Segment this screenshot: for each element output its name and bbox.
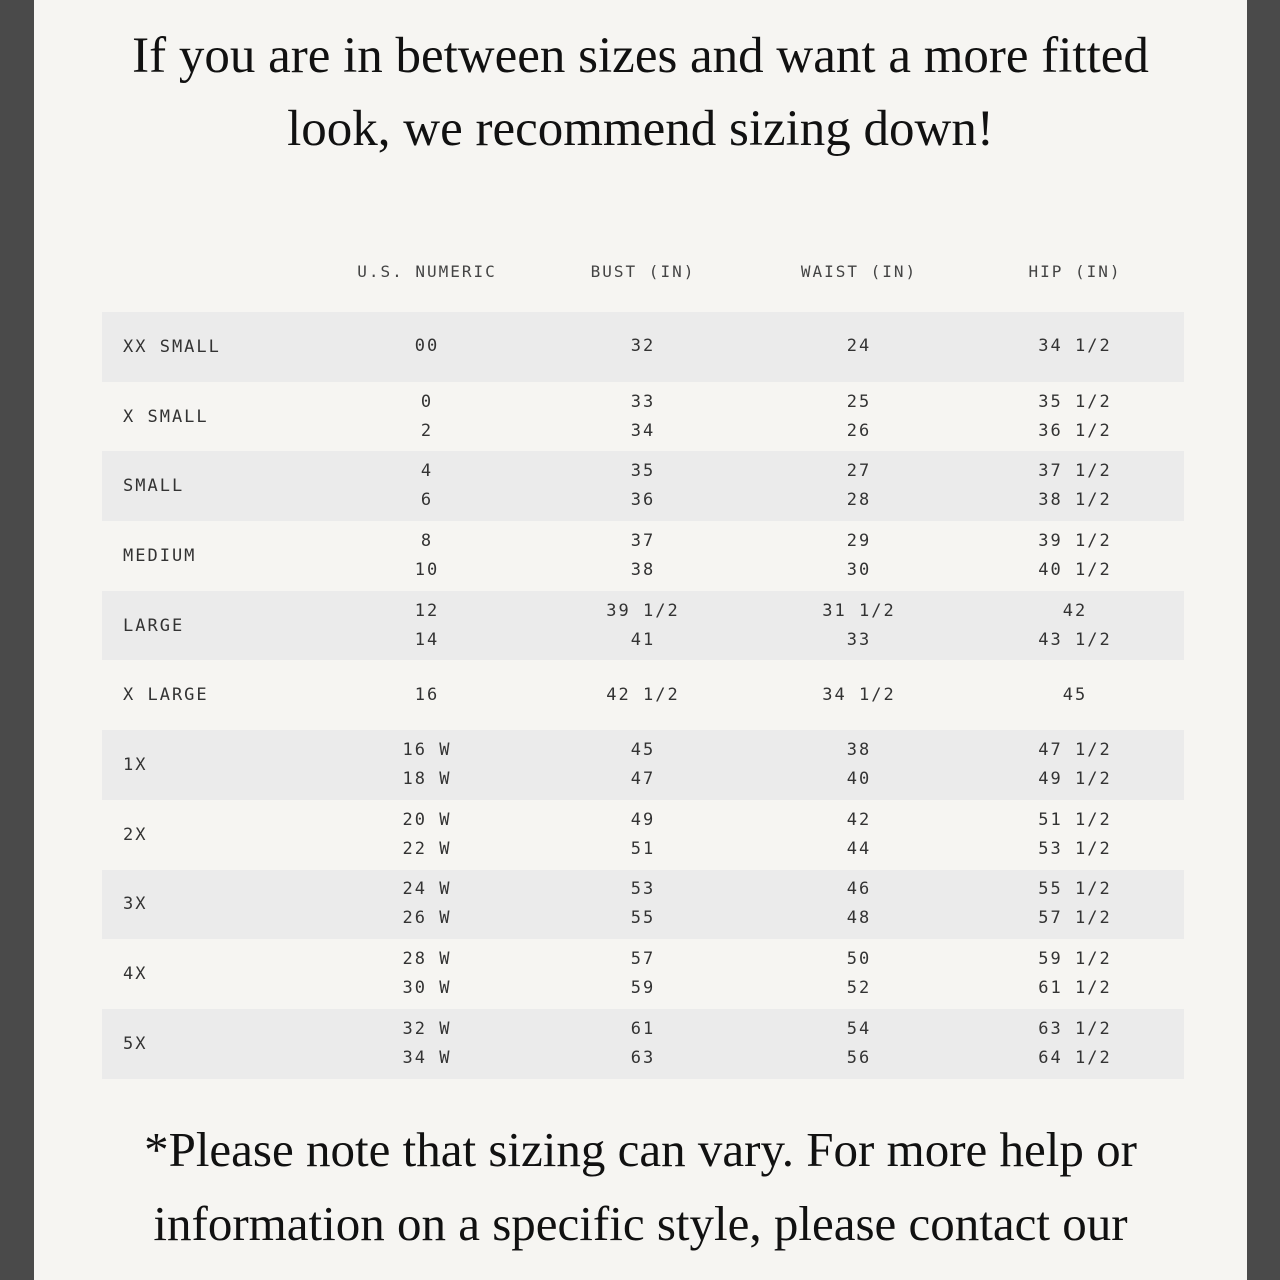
size-label: MEDIUM bbox=[123, 545, 197, 566]
cell-value: 20 W bbox=[402, 809, 452, 830]
cell-value: 32 W bbox=[402, 1018, 452, 1039]
cell-us-numeric bbox=[319, 800, 535, 870]
cell-waist bbox=[751, 939, 967, 1009]
cell-value: 42 bbox=[1062, 600, 1088, 621]
cell-waist bbox=[751, 521, 967, 591]
cell-value: 37 1/2 bbox=[1038, 461, 1112, 482]
cell-value: 6 bbox=[420, 490, 434, 511]
cell-value: 30 bbox=[846, 559, 872, 580]
cell-value: 26 W bbox=[402, 908, 452, 929]
cell-value: 34 1/2 bbox=[822, 684, 896, 705]
cell-value: 27 bbox=[846, 461, 872, 482]
size-label: 2X bbox=[123, 824, 148, 845]
sizing-note bbox=[34, 1113, 1247, 1261]
cell-value: 33 bbox=[630, 391, 656, 412]
table-row bbox=[102, 730, 1184, 800]
table-row bbox=[102, 1009, 1184, 1079]
cell-waist bbox=[751, 730, 967, 800]
cell-us-numeric bbox=[319, 1009, 535, 1079]
cell-hip bbox=[967, 660, 1183, 730]
cell-waist bbox=[751, 312, 967, 382]
cell-hip bbox=[967, 870, 1183, 940]
cell-bust bbox=[535, 800, 751, 870]
table-row bbox=[102, 312, 1184, 382]
table-row bbox=[102, 591, 1184, 661]
cell-hip bbox=[967, 730, 1183, 800]
cell-bust bbox=[535, 730, 751, 800]
cell-value: 35 bbox=[630, 461, 656, 482]
cell-value: 54 bbox=[846, 1018, 872, 1039]
cell-us-numeric bbox=[319, 730, 535, 800]
cell-waist bbox=[751, 800, 967, 870]
cell-value: 28 bbox=[846, 490, 872, 511]
cell-value: 55 bbox=[630, 908, 656, 929]
table-row bbox=[102, 382, 1184, 452]
cell-value: 28 W bbox=[402, 949, 452, 970]
size-label: 1X bbox=[123, 754, 148, 775]
cell-value: 47 bbox=[630, 768, 656, 789]
cell-value: 38 1/2 bbox=[1038, 490, 1112, 511]
cell-waist bbox=[751, 451, 967, 521]
cell-value: 59 bbox=[630, 978, 656, 999]
cell-value: 59 1/2 bbox=[1038, 949, 1112, 970]
cell-value: 36 bbox=[630, 490, 656, 511]
cell-bust bbox=[535, 870, 751, 940]
cell-value: 2 bbox=[420, 420, 434, 441]
cell-value: 41 bbox=[630, 629, 656, 650]
cell-value: 34 1/2 bbox=[1038, 336, 1112, 357]
cell-value: 63 bbox=[630, 1047, 656, 1068]
cell-waist bbox=[751, 1009, 967, 1079]
cell-value: 36 1/2 bbox=[1038, 420, 1112, 441]
intro-text bbox=[34, 20, 1247, 166]
cell-value: 18 W bbox=[402, 768, 452, 789]
cell-waist bbox=[751, 870, 967, 940]
cell-bust bbox=[535, 312, 751, 382]
cell-hip bbox=[967, 800, 1183, 870]
cell-value: 40 bbox=[846, 768, 872, 789]
size-label: 3X bbox=[123, 894, 148, 915]
cell-value: 35 1/2 bbox=[1038, 391, 1112, 412]
cell-us-numeric bbox=[319, 591, 535, 661]
size-label: X SMALL bbox=[123, 406, 209, 427]
cell-value: 14 bbox=[414, 629, 440, 650]
cell-value: 55 1/2 bbox=[1038, 879, 1112, 900]
cell-us-numeric bbox=[319, 939, 535, 1009]
cell-value: 26 bbox=[846, 420, 872, 441]
cell-value: 22 W bbox=[402, 838, 452, 859]
cell-hip bbox=[967, 382, 1183, 452]
cell-value: 16 bbox=[414, 684, 440, 705]
cell-bust bbox=[535, 939, 751, 1009]
note-line-2: information on a specific style, please contact our bbox=[153, 1196, 1128, 1251]
cell-bust bbox=[535, 451, 751, 521]
cell-value: 24 W bbox=[402, 879, 452, 900]
intro-line-1: If you are in between sizes and want a more fitted bbox=[132, 28, 1149, 84]
size-label: SMALL bbox=[123, 476, 185, 497]
cell-hip bbox=[967, 451, 1183, 521]
header-bust: BUST (IN) bbox=[590, 262, 696, 281]
cell-us-numeric bbox=[319, 312, 535, 382]
cell-hip bbox=[967, 312, 1183, 382]
table-row bbox=[102, 660, 1184, 730]
cell-value: 56 bbox=[846, 1047, 872, 1068]
cell-value: 37 bbox=[630, 530, 656, 551]
cell-value: 46 bbox=[846, 879, 872, 900]
table-header bbox=[102, 262, 1184, 288]
cell-value: 42 bbox=[846, 809, 872, 830]
cell-waist bbox=[751, 660, 967, 730]
size-chart-panel bbox=[34, 0, 1247, 1280]
cell-hip bbox=[967, 521, 1183, 591]
cell-value: 53 bbox=[630, 879, 656, 900]
header-hip: HIP (IN) bbox=[1028, 262, 1122, 281]
size-label: 4X bbox=[123, 964, 148, 985]
cell-value: 49 bbox=[630, 809, 656, 830]
cell-value: 45 bbox=[630, 739, 656, 760]
size-label: 5X bbox=[123, 1033, 148, 1054]
cell-bust bbox=[535, 660, 751, 730]
cell-value: 38 bbox=[630, 559, 656, 580]
cell-bust bbox=[535, 521, 751, 591]
cell-value: 44 bbox=[846, 838, 872, 859]
cell-us-numeric bbox=[319, 451, 535, 521]
cell-us-numeric bbox=[319, 521, 535, 591]
table-row bbox=[102, 521, 1184, 591]
cell-value: 40 1/2 bbox=[1038, 559, 1112, 580]
cell-value: 48 bbox=[846, 908, 872, 929]
cell-us-numeric bbox=[319, 660, 535, 730]
cell-value: 39 1/2 bbox=[606, 600, 680, 621]
cell-hip bbox=[967, 939, 1183, 1009]
cell-value: 16 W bbox=[402, 739, 452, 760]
cell-us-numeric bbox=[319, 382, 535, 452]
cell-value: 30 W bbox=[402, 978, 452, 999]
header-us-numeric: U.S. NUMERIC bbox=[357, 262, 497, 281]
size-table bbox=[102, 312, 1184, 1079]
table-row bbox=[102, 939, 1184, 1009]
table-row bbox=[102, 800, 1184, 870]
cell-value: 24 bbox=[846, 336, 872, 357]
cell-value: 31 1/2 bbox=[822, 600, 896, 621]
cell-waist bbox=[751, 591, 967, 661]
cell-value: 34 W bbox=[402, 1047, 452, 1068]
cell-value: 57 bbox=[630, 949, 656, 970]
intro-line-2: look, we recommend sizing down! bbox=[287, 101, 994, 157]
header-waist: WAIST (IN) bbox=[800, 262, 918, 281]
cell-value: 57 1/2 bbox=[1038, 908, 1112, 929]
cell-waist bbox=[751, 382, 967, 452]
cell-value: 49 1/2 bbox=[1038, 768, 1112, 789]
cell-value: 0 bbox=[420, 391, 434, 412]
cell-value: 61 bbox=[630, 1018, 656, 1039]
cell-value: 43 1/2 bbox=[1038, 629, 1112, 650]
cell-value: 47 1/2 bbox=[1038, 739, 1112, 760]
cell-value: 34 bbox=[630, 420, 656, 441]
cell-value: 39 1/2 bbox=[1038, 530, 1112, 551]
size-label: LARGE bbox=[123, 615, 185, 636]
cell-value: 52 bbox=[846, 978, 872, 999]
cell-value: 00 bbox=[414, 336, 440, 357]
cell-hip bbox=[967, 591, 1183, 661]
cell-value: 25 bbox=[846, 391, 872, 412]
cell-value: 45 bbox=[1062, 684, 1088, 705]
cell-value: 50 bbox=[846, 949, 872, 970]
cell-value: 4 bbox=[420, 461, 434, 482]
cell-value: 38 bbox=[846, 739, 872, 760]
cell-bust bbox=[535, 591, 751, 661]
cell-bust bbox=[535, 1009, 751, 1079]
cell-value: 10 bbox=[414, 559, 440, 580]
cell-value: 51 1/2 bbox=[1038, 809, 1112, 830]
cell-hip bbox=[967, 1009, 1183, 1079]
table-row bbox=[102, 451, 1184, 521]
table-row bbox=[102, 870, 1184, 940]
cell-value: 42 1/2 bbox=[606, 684, 680, 705]
size-label: X LARGE bbox=[123, 685, 209, 706]
cell-value: 53 1/2 bbox=[1038, 838, 1112, 859]
cell-value: 12 bbox=[414, 600, 440, 621]
note-line-1: *Please note that sizing can vary. For more help or bbox=[144, 1122, 1137, 1177]
cell-value: 51 bbox=[630, 838, 656, 859]
cell-value: 64 1/2 bbox=[1038, 1047, 1112, 1068]
cell-value: 8 bbox=[420, 530, 434, 551]
cell-value: 61 1/2 bbox=[1038, 978, 1112, 999]
size-label: XX SMALL bbox=[123, 336, 221, 357]
cell-value: 29 bbox=[846, 530, 872, 551]
cell-value: 63 1/2 bbox=[1038, 1018, 1112, 1039]
cell-value: 32 bbox=[630, 336, 656, 357]
cell-value: 33 bbox=[846, 629, 872, 650]
cell-bust bbox=[535, 382, 751, 452]
cell-us-numeric bbox=[319, 870, 535, 940]
